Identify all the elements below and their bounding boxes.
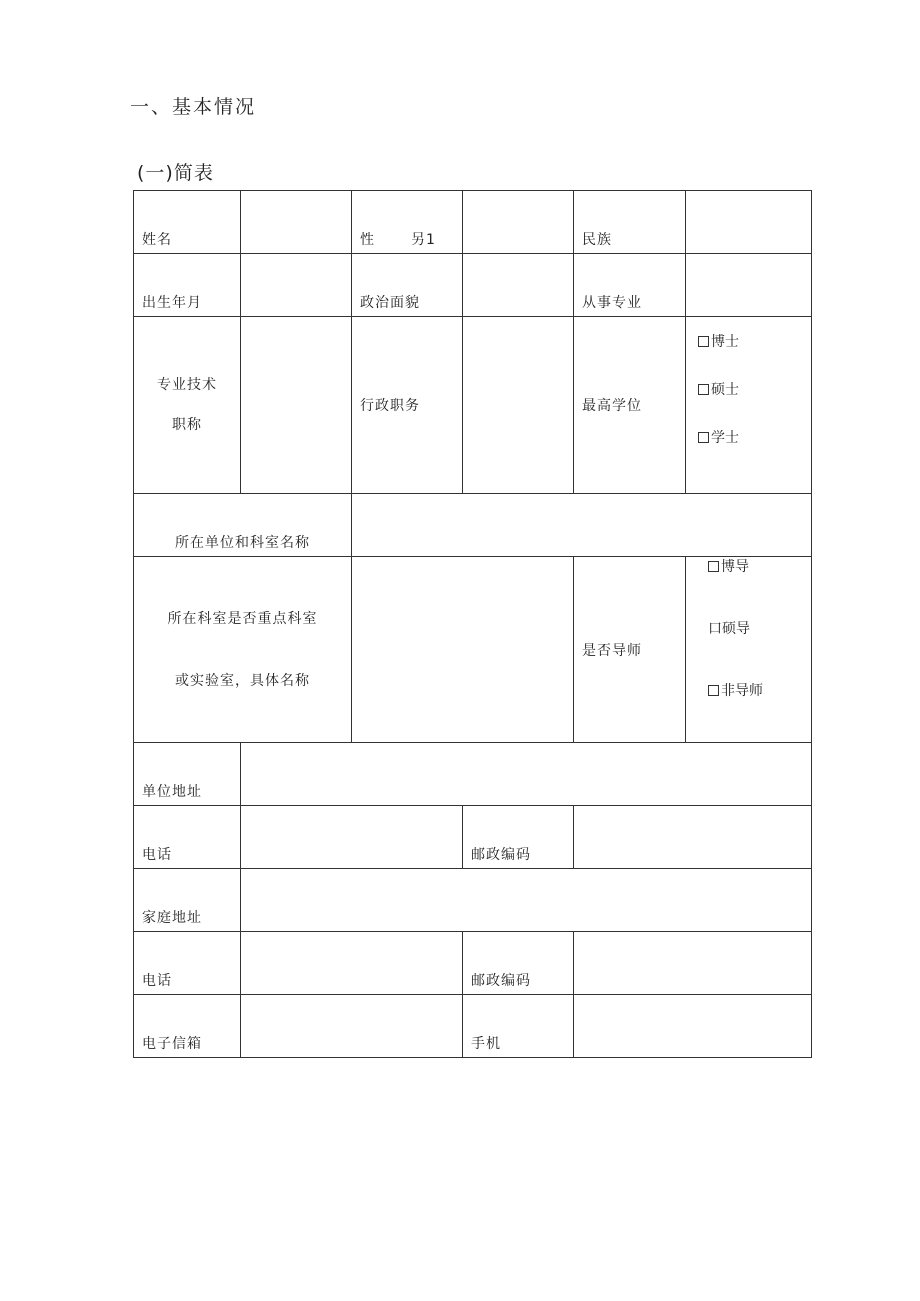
phone-field[interactable] [241, 806, 463, 869]
basic-info-table [133, 190, 812, 1058]
specialty-label: 从事专业 [574, 254, 686, 317]
checkbox-icon[interactable] [708, 685, 719, 696]
name-field[interactable] [241, 191, 352, 254]
mobile-field[interactable] [574, 995, 812, 1058]
ethnicity-field[interactable] [686, 191, 812, 254]
degree-option-doctor[interactable]: 博士 [698, 335, 803, 350]
title-label-line2: 职称 [172, 417, 202, 433]
gender-label-b: 另1 [411, 232, 436, 248]
title-label-line1: 专业技术 [157, 377, 217, 393]
gender-label-a: 性 [360, 232, 375, 248]
degree-options [686, 317, 812, 494]
home-phone-field[interactable] [241, 932, 463, 995]
checkbox-icon[interactable]: 口 [708, 621, 722, 637]
birth-field[interactable] [241, 254, 352, 317]
birth-label: 出生年月 [134, 254, 241, 317]
email-field[interactable] [241, 995, 463, 1058]
keylab-label [134, 557, 352, 743]
unit-address-label: 单位地址 [134, 743, 241, 806]
political-label: 政治面貌 [352, 254, 463, 317]
admin-field[interactable] [463, 317, 574, 494]
email-label: 电子信箱 [134, 995, 241, 1058]
political-field[interactable] [463, 254, 574, 317]
checkbox-icon[interactable] [708, 561, 719, 572]
checkbox-icon[interactable] [698, 432, 709, 443]
specialty-field[interactable] [686, 254, 812, 317]
unit-address-field[interactable] [241, 743, 812, 806]
phone-label: 电话 [134, 806, 241, 869]
home-address-label: 家庭地址 [134, 869, 241, 932]
supervisor-options [686, 557, 812, 743]
keylab-label-line2: 或实验室，具体名称 [175, 672, 310, 689]
degree-label: 最高学位 [574, 317, 686, 494]
section-title: 一、基本情况 [130, 96, 257, 118]
name-label: 姓名 [134, 191, 241, 254]
supervisor-option-none[interactable]: 非导师 [708, 684, 803, 699]
checkbox-icon[interactable] [698, 336, 709, 347]
gender-field[interactable] [463, 191, 574, 254]
home-postcode-field[interactable] [574, 932, 812, 995]
degree-option-bachelor[interactable]: 学士 [698, 431, 803, 446]
title-label [134, 317, 241, 494]
postcode-field[interactable] [574, 806, 812, 869]
home-phone-label: 电话 [134, 932, 241, 995]
keylab-label-line1: 所在科室是否重点科室 [167, 610, 318, 627]
unit-field[interactable] [352, 494, 812, 557]
postcode-label: 邮政编码 [463, 806, 574, 869]
supervisor-label: 是否导师 [574, 557, 686, 743]
gender-label [352, 191, 463, 254]
title-field[interactable] [241, 317, 352, 494]
unit-label: 所在单位和科室名称 [134, 494, 352, 557]
keylab-field[interactable] [352, 557, 574, 743]
supervisor-option-master[interactable]: 口硕导 [708, 621, 750, 637]
checkbox-icon[interactable] [698, 384, 709, 395]
mobile-label: 手机 [463, 995, 574, 1058]
supervisor-option-phd[interactable]: 博导 [708, 560, 803, 575]
ethnicity-label: 民族 [574, 191, 686, 254]
home-postcode-label: 邮政编码 [463, 932, 574, 995]
degree-option-master[interactable]: 硕士 [698, 383, 803, 398]
subsection-title: (一)简表 [137, 162, 214, 184]
home-address-field[interactable] [241, 869, 812, 932]
admin-label: 行政职务 [352, 317, 463, 494]
